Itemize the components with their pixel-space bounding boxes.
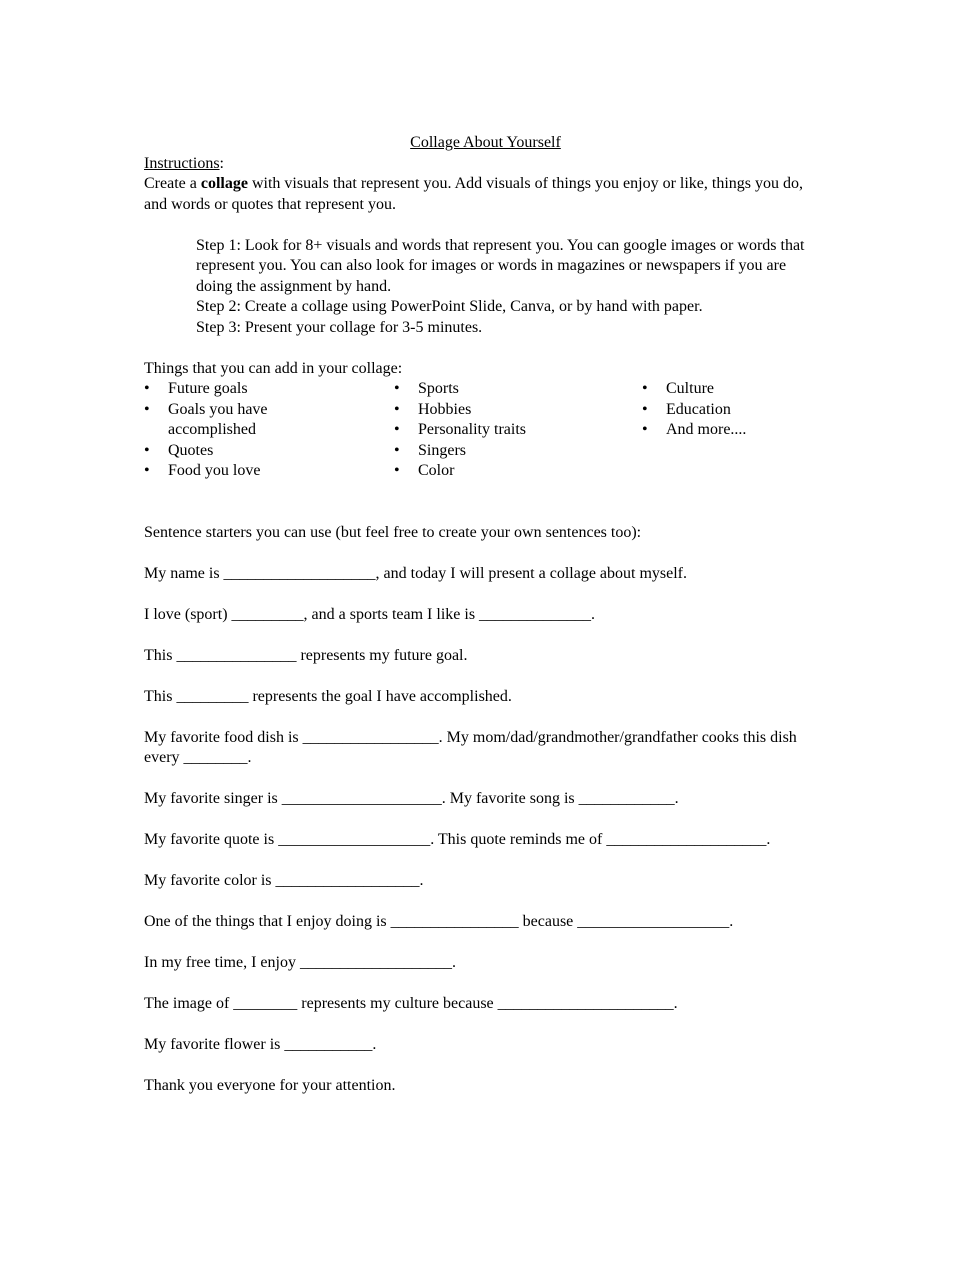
bullet-marker: • <box>394 400 400 418</box>
list-item <box>394 441 642 462</box>
sentence-line: I love (sport) _________, and a sports team I like is ______________. <box>144 605 596 623</box>
bullet-marker: • <box>144 380 150 397</box>
list-item <box>642 400 827 421</box>
list-item <box>144 461 394 482</box>
sentence-line: In my free time, I enjoy ___________________. <box>144 954 456 971</box>
steps-block <box>196 236 824 339</box>
bullet-marker: • <box>642 400 648 418</box>
document-content <box>144 133 827 1117</box>
intro-paragraph <box>144 174 827 215</box>
sentence-line: This _______________ represents my future goal. <box>144 646 468 664</box>
instructions-label <box>144 154 827 175</box>
list-item-label: Sports <box>418 380 459 397</box>
list-item-label: Goals you have accomplished <box>168 400 268 438</box>
bullet-marker: • <box>642 421 648 438</box>
list-item-label: Education <box>666 400 731 418</box>
intro-suffix: with visuals that represent you. Add visuals of things you enjoy or like, things you do, and words or quotes that represent you. <box>144 175 804 213</box>
bullet-marker: • <box>144 462 150 479</box>
list-item <box>642 379 827 400</box>
step-line-2: Step 2: Create a collage using PowerPoint Slide, Canva, or by hand with paper. <box>196 298 703 315</box>
sentence-line: My favorite quote is ___________________. This quote reminds me of ____________________. <box>144 831 771 848</box>
list-item-label: Color <box>418 462 455 479</box>
list-item <box>144 400 394 441</box>
bullet-marker: • <box>394 462 400 479</box>
things-heading: Things that you can add in your collage: <box>144 359 403 377</box>
list-item <box>394 461 642 482</box>
bullet-marker: • <box>144 441 150 459</box>
sentence-line: This _________ represents the goal I have accomplished. <box>144 687 512 705</box>
sentence-line: One of the things that I enjoy doing is ________________ because ___________________. <box>144 913 734 930</box>
collage-column-2 <box>394 379 642 482</box>
intro-prefix: Create a <box>144 175 201 192</box>
sentence-line: My favorite flower is ___________. <box>144 1036 377 1053</box>
sentence-line: Thank you everyone for your attention. <box>144 1077 396 1094</box>
sentence-starters-heading: Sentence starters you can use (but feel free to create your own sentences too): <box>144 523 642 541</box>
sentence-line: My favorite singer is ____________________. My favorite song is ____________. <box>144 790 679 807</box>
collage-column-3 <box>642 379 827 482</box>
list-item-label: Singers <box>418 441 466 459</box>
list-item-label: And more.... <box>666 421 747 438</box>
bullet-marker: • <box>394 380 400 397</box>
step-line-1: Step 1: Look for 8+ visuals and words that represent you. You can google images or words that represent you. You can also look for images or words in magazines or newspapers if you are doing the assignment by hand. <box>196 236 805 295</box>
instructions-colon: : <box>219 154 224 172</box>
collage-item-columns <box>144 379 827 482</box>
step-line-3: Step 3: Present your collage for 3-5 minutes. <box>196 318 483 336</box>
collage-column-1 <box>144 379 394 482</box>
page-title: Collage About Yourself <box>410 134 561 151</box>
list-item <box>394 420 642 441</box>
list-item <box>144 379 394 400</box>
list-item <box>144 441 394 462</box>
instructions-label-text: Instructions <box>144 154 220 172</box>
sentence-line: My name is ___________________, and today I will present a collage about myself. <box>144 564 688 582</box>
intro-bold-word: collage <box>200 175 248 192</box>
sentence-line: My favorite color is __________________. <box>144 872 424 889</box>
list-item-label: Culture <box>666 380 714 397</box>
list-item-label: Future goals <box>168 380 248 397</box>
bullet-marker: • <box>394 441 400 459</box>
list-item-label: Personality traits <box>418 421 526 438</box>
list-item-label: Hobbies <box>418 400 472 418</box>
bullet-marker: • <box>642 380 648 397</box>
bullet-marker: • <box>144 400 150 418</box>
sentence-line: The image of ________ represents my culture because ______________________. <box>144 995 678 1012</box>
sentence-line: My favorite food dish is _________________. My mom/dad/grandmother/grandfather cooks this dish every ________. <box>144 728 797 766</box>
list-item <box>642 420 827 441</box>
bullet-marker: • <box>394 421 400 438</box>
list-item <box>394 379 642 400</box>
list-item-label: Food you love <box>168 462 261 479</box>
list-item-label: Quotes <box>168 441 214 459</box>
list-item <box>394 400 642 421</box>
